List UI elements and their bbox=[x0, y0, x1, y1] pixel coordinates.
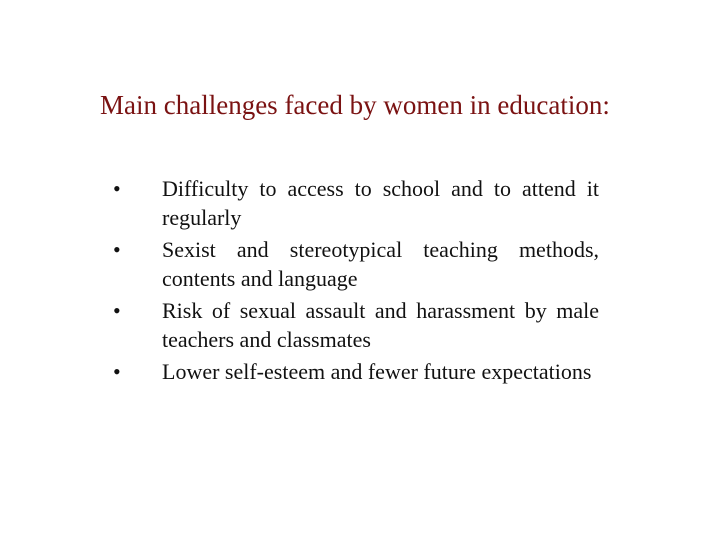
bullet-text: Difficulty to access to school and to attend it regularly bbox=[162, 176, 599, 230]
bullet-list bbox=[110, 174, 610, 389]
list-item bbox=[110, 357, 610, 386]
bullet-icon: • bbox=[113, 298, 121, 323]
slide-title: Main challenges faced by women in education: bbox=[100, 90, 610, 120]
list-item bbox=[110, 296, 610, 354]
list-item bbox=[110, 235, 610, 293]
bullet-icon: • bbox=[113, 237, 121, 262]
bullet-text: Lower self-esteem and fewer future expectations bbox=[162, 359, 592, 384]
bullet-text: Risk of sexual assault and harassment by male teachers and classmates bbox=[162, 298, 599, 352]
bullet-icon: • bbox=[113, 359, 121, 384]
bullet-text: Sexist and stereotypical teaching methods, contents and language bbox=[162, 237, 599, 291]
list-item bbox=[110, 174, 610, 232]
bullet-icon: • bbox=[113, 176, 121, 201]
